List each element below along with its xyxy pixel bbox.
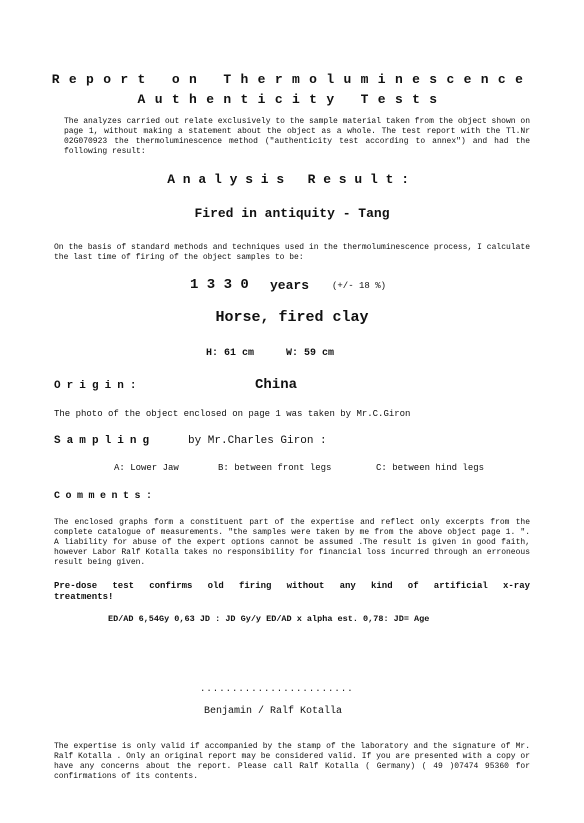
comments-label: Comments: [54,491,158,502]
age-value: 1 3 3 0 [190,277,249,293]
sampling-by: by Mr.Charles Giron : [188,435,327,447]
analysis-result: Fired in antiquity - Tang [194,206,390,221]
predose-statement: Pre-dose test confirms old firing without any kind of artificial x-ray treatments! [54,581,530,602]
sampling-point-c: C: between hind legs [376,463,485,473]
report-title-line2: Authenticity Tests [137,92,447,107]
photo-note: The photo of the object enclosed on page 1 was taken by Mr.C.Giron [54,409,411,419]
sampling-point-a: A: Lower Jaw [114,463,179,473]
basis-paragraph: On the basis of standard methods and techniques used in the thermoluminescence process, I calculate the last time of firing of the object samples to be: [54,243,530,262]
footer-disclaimer: The expertise is only valid if accompanied by the stamp of the laboratory and the signature of Mr. Ralf Kotalla . Only an original report may be considered valid. If you are presented with a copy or have any concerns about the report. Please call Ralf Kotalla ( Germany) ( 49 )07474 95360 for confirmations of its contents. [54,742,530,781]
analysis-heading: Analysis Result: [167,172,417,187]
comments-paragraph: The enclosed graphs form a constituent part of the expertise and reflect only excerpts from the complete catalogue of measurements. "the samples were taken by me from the above object page 1. ". A liability for abuse of the expert options cannot be assumed .The result is given in good faith, however Labor Ralf Kotalla takes no responsibility for financial loss incurred through an erroneous result being given. [54,518,530,567]
dose-formula: ED/AD 6,54Gy 0,63 JD : JD Gy/y ED/AD x alpha est. 0,78: JD= Age [108,614,430,624]
object-width: W: 59 cm [286,348,335,359]
intro-paragraph: The analyzes carried out relate exclusively to the sample material taken from the object shown on page 1, without making a statement about the object as a whole. The test report with the Tl.Nr 02G070923 the thermoluminescence method ("authenticity test according to annex") and had the following result: [64,117,530,156]
sampling-label: Sampling [54,435,156,447]
object-description: Horse, fired clay [215,309,369,326]
signature-line: ........................ [200,684,354,694]
signature-name: Benjamin / Ralf Kotalla [204,706,343,717]
object-height: H: 61 cm [206,348,255,359]
age-unit: years [270,278,310,293]
report-title-line1: Report on Thermoluminescence [51,72,533,87]
age-tolerance: (+/- 18 %) [332,281,387,291]
origin-value: China [255,377,298,393]
origin-label: Origin: [54,380,143,392]
sampling-point-b: B: between front legs [218,463,332,473]
